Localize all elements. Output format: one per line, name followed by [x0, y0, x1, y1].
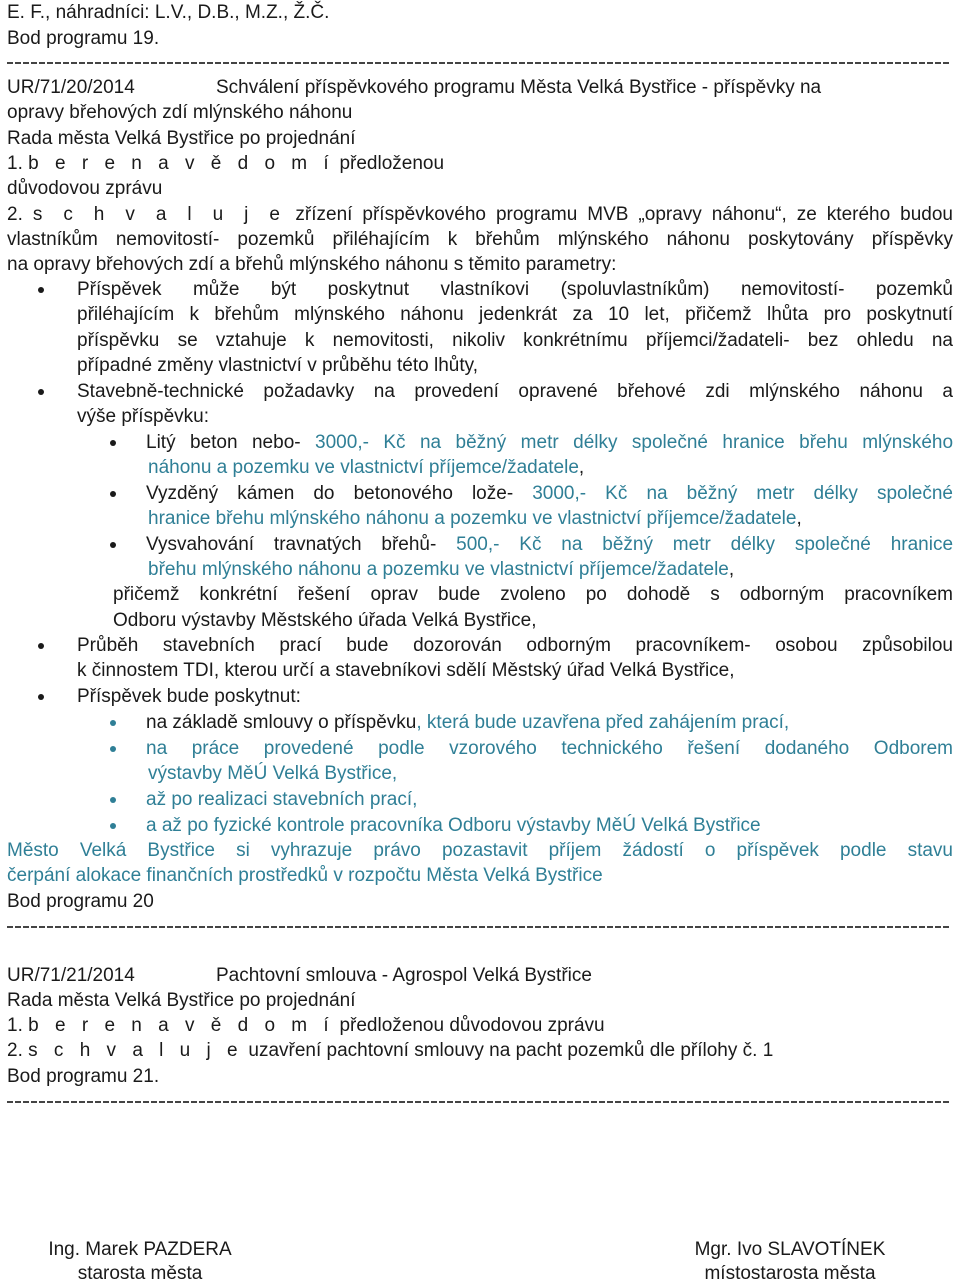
subsidy-rate-2-cont: hranice břehu mlýnského náhonu a pozemku ve vlastnictví příjemce/žadatele,	[148, 508, 802, 529]
resolution-verb: b e r e n a v ě d o m í	[28, 1015, 335, 1036]
council-line: Rada města Velká Bystřice po projednání	[7, 128, 356, 149]
resolution-point-1-cont: důvodovou zprávu	[7, 178, 163, 199]
resolution-point-1	[7, 152, 444, 176]
condition-4: Příspěvek bude poskytnut:	[77, 686, 301, 707]
bullet-icon	[110, 491, 116, 497]
point-number: 2.	[7, 1040, 23, 1061]
bullet-icon	[110, 797, 116, 803]
condition-1-cont: přiléhajícím k břehům mlýnského náhonu jedenkrát za 10 let, přičemž lhůta pro poskytnutí	[77, 304, 953, 325]
resolution-verb: s c h v a l u j e	[32, 204, 286, 225]
payment-condition-4: a až po fyzické kontrole pracovníka Odboru výstavby MěÚ Velká Bystřice	[146, 815, 761, 836]
bullet-icon	[110, 720, 116, 726]
point-text: předloženou důvodovou zprávu	[339, 1015, 605, 1036]
separator	[7, 62, 949, 64]
resolution-point-2	[7, 1039, 773, 1063]
bullet-icon	[38, 389, 44, 395]
resolution-title-cont: opravy břehových zdí mlýnského náhonu	[7, 102, 353, 123]
separator	[7, 1101, 949, 1103]
subsidy-rate-2	[146, 482, 953, 506]
bullet-icon	[110, 823, 116, 829]
resolution-point-2	[7, 203, 953, 227]
city-reservation-cont: čerpání alokace finančních prostředků v rozpočtu Města Velká Bystřice	[7, 865, 603, 886]
point-number: 1.	[7, 1015, 23, 1036]
payment-condition-3: až po realizaci stavebních prací,	[146, 789, 418, 810]
point-text: předloženou	[339, 153, 445, 174]
point-text: zřízení příspěvkového programu MVB „opravy náhonu“, ze kterého budou	[295, 204, 953, 225]
attendance-line: E. F., náhradníci: L.V., D.B., M.Z., Ž.Č.	[7, 2, 330, 23]
technical-note-cont: Odboru výstavby Městského úřada Velká Bystřice,	[113, 610, 537, 631]
resolution-point-1	[7, 1014, 605, 1038]
rate-amount: 3000,- Kč na běžný metr délky společné hranice břehu mlýnského	[315, 432, 954, 453]
resolution-heading	[7, 964, 592, 988]
resolution-code: UR/71/20/2014	[7, 77, 135, 98]
bullet-icon	[38, 287, 44, 293]
technical-note: přičemž konkrétní řešení oprav bude zvoleno po dohodě s odborným pracovníkem	[113, 584, 953, 605]
condition-1-cont: příspěvku se vztahuje k nemovitosti, nikoliv konkrétnímu příjemci/žadateli- bez ohledu na	[77, 330, 953, 351]
bullet-icon	[110, 440, 116, 446]
paragraph-line: vlastníkům nemovitostí- pozemků přiléhajícím k břehům mlýnského náhonu poskytovány příspěvky	[7, 229, 953, 250]
signature-deputy-mayor	[670, 1238, 910, 1286]
payment-condition-2-cont: výstavby MěÚ Velká Bystřice,	[148, 763, 398, 784]
resolution-title: Schválení příspěvkového programu Města Velká Bystřice - příspěvky na	[216, 77, 822, 98]
subsidy-rate-3	[146, 533, 953, 557]
paragraph-line: na opravy břehových zdí a břehů mlýnského náhonu s těmito parametry:	[7, 254, 617, 275]
separator	[7, 926, 949, 928]
bullet-icon	[110, 542, 116, 548]
bullet-icon	[38, 694, 44, 700]
agenda-item-20: Bod programu 20	[7, 891, 154, 912]
rate-label: Vyzděný kámen do betonového lože-	[146, 483, 514, 504]
resolution-title: Pachtovní smlouva - Agrospol Velká Bystřice	[216, 965, 592, 986]
council-line: Rada města Velká Bystřice po projednání	[7, 990, 356, 1011]
condition-3: Průběh stavebních prací bude dozorován odborným pracovníkem- osobou způsobilou	[77, 635, 953, 656]
point-text: uzavření pachtovní smlouvy na pacht pozemků dle přílohy č. 1	[248, 1040, 774, 1061]
rate-label: Litý beton nebo-	[146, 432, 301, 453]
agenda-item-19: Bod programu 19.	[7, 28, 160, 49]
signatory-role: starosta města	[77, 1263, 203, 1284]
payment-condition-2: na práce provedené podle vzorového technického řešení dodaného Odborem	[146, 738, 953, 759]
signatory-name: Ing. Marek PAZDERA	[48, 1239, 232, 1260]
resolution-heading	[7, 76, 821, 100]
point-number: 1.	[7, 153, 23, 174]
condition-3-cont: k činnostem TDI, kterou určí a stavebníkovi sdělí Městský úřad Velká Bystřice,	[77, 660, 735, 681]
rate-amount: 500,- Kč na běžný metr délky společné hranice	[456, 534, 954, 555]
subsidy-rate-1-cont: náhonu a pozemku ve vlastnictví příjemce/žadatele,	[148, 457, 585, 478]
resolution-code: UR/71/21/2014	[7, 965, 135, 986]
condition-1-cont: případné změny vlastnictví v průběhu této lhůty,	[77, 355, 478, 376]
bullet-icon	[38, 643, 44, 649]
city-reservation: Město Velká Bystřice si vyhrazuje právo pozastavit příjem žádostí o příspěvek podle stavu	[7, 840, 953, 861]
resolution-verb: b e r e n a v ě d o m í	[28, 153, 335, 174]
subsidy-rate-1	[146, 431, 953, 455]
condition-2: Stavebně-technické požadavky na provedení opravené břehové zdi mlýnského náhonu a	[77, 381, 953, 402]
condition-1: Příspěvek může být poskytnut vlastníkovi (spoluvlastníkům) nemovitostí- pozemků	[77, 279, 953, 300]
signature-mayor	[40, 1238, 240, 1286]
rate-amount: 3000,- Kč na běžný metr délky společné	[532, 483, 953, 504]
resolution-verb: s c h v a l u j e	[28, 1040, 244, 1061]
signatory-role: místostarosta města	[704, 1263, 876, 1284]
payment-condition-1: na základě smlouvy o příspěvku, která bude uzavřena před zahájením prací,	[146, 712, 790, 733]
rate-label: Vysvahování travnatých břehů-	[146, 534, 437, 555]
condition-2-cont: výše příspěvku:	[77, 406, 209, 427]
agenda-item-21: Bod programu 21.	[7, 1066, 160, 1087]
signatory-name: Mgr. Ivo SLAVOTÍNEK	[694, 1239, 886, 1260]
bullet-icon	[110, 746, 116, 752]
point-number: 2.	[7, 204, 23, 225]
subsidy-rate-3-cont: břehu mlýnského náhonu a pozemku ve vlastnictví příjemce/žadatele,	[148, 559, 735, 580]
